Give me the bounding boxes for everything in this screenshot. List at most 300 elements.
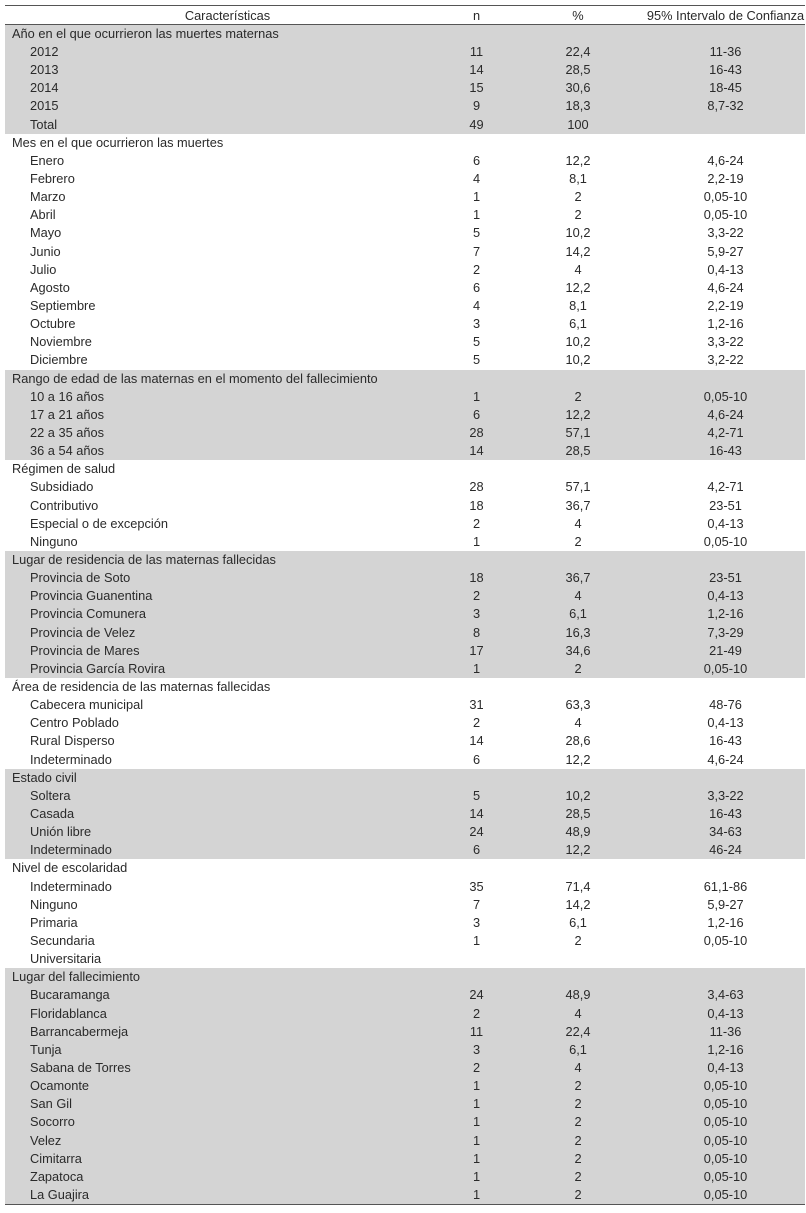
row-label: 2013 — [5, 61, 450, 79]
row-n: 7 — [450, 243, 516, 261]
row-label: Rural Disperso — [5, 732, 450, 750]
row-label: Casada — [5, 805, 450, 823]
section-title: Año en el que ocurrieron las muertes maternas — [5, 25, 805, 44]
row-n: 2 — [450, 515, 516, 533]
row-n: 1 — [450, 1113, 516, 1131]
table-row — [5, 406, 805, 424]
row-label: Marzo — [5, 188, 450, 206]
row-ci: 0,05-10 — [626, 1150, 805, 1168]
row-ci: 0,05-10 — [626, 533, 805, 551]
section-title: Rango de edad de las maternas en el momento del fallecimiento — [5, 370, 805, 388]
row-label: Julio — [5, 261, 450, 279]
row-pct: 10,2 — [516, 224, 626, 242]
section-title: Estado civil — [5, 769, 805, 787]
row-ci: 0,05-10 — [626, 188, 805, 206]
row-label: 2014 — [5, 79, 450, 97]
row-ci: 0,4-13 — [626, 587, 805, 605]
table-row — [5, 732, 805, 750]
row-label: Indeterminado — [5, 841, 450, 859]
row-label: Zapatoca — [5, 1168, 450, 1186]
row-label: Universitaria — [5, 950, 450, 968]
row-pct: 6,1 — [516, 914, 626, 932]
row-n: 9 — [450, 97, 516, 115]
table-row — [5, 315, 805, 333]
table-row — [5, 877, 805, 895]
table-section — [5, 134, 805, 370]
row-label: 22 a 35 años — [5, 424, 450, 442]
row-pct: 48,9 — [516, 986, 626, 1004]
row-pct: 57,1 — [516, 424, 626, 442]
row-label: Subsidiado — [5, 478, 450, 496]
row-pct: 71,4 — [516, 877, 626, 895]
row-label: Soltera — [5, 787, 450, 805]
row-label: Secundaria — [5, 932, 450, 950]
table-row — [5, 1113, 805, 1131]
header-characteristics: Características — [5, 6, 450, 25]
row-ci: 5,9-27 — [626, 896, 805, 914]
table-row — [5, 388, 805, 406]
table-row — [5, 116, 805, 134]
row-pct: 2 — [516, 1186, 626, 1205]
row-pct: 2 — [516, 206, 626, 224]
row-ci: 3,3-22 — [626, 224, 805, 242]
row-pct — [516, 950, 626, 968]
section-header-row — [5, 25, 805, 44]
row-pct: 10,2 — [516, 787, 626, 805]
row-pct: 16,3 — [516, 624, 626, 642]
row-ci: 0,05-10 — [626, 660, 805, 678]
row-label: Abril — [5, 206, 450, 224]
row-n: 14 — [450, 442, 516, 460]
row-ci: 7,3-29 — [626, 624, 805, 642]
row-pct: 4 — [516, 1059, 626, 1077]
row-n: 4 — [450, 170, 516, 188]
row-pct: 2 — [516, 660, 626, 678]
row-label: Febrero — [5, 170, 450, 188]
row-label: Ninguno — [5, 533, 450, 551]
row-label: Mayo — [5, 224, 450, 242]
row-pct: 18,3 — [516, 97, 626, 115]
table-row — [5, 79, 805, 97]
table-row — [5, 1077, 805, 1095]
row-ci: 1,2-16 — [626, 605, 805, 623]
row-ci: 16-43 — [626, 732, 805, 750]
row-pct: 12,2 — [516, 750, 626, 768]
row-pct: 4 — [516, 1004, 626, 1022]
row-pct: 2 — [516, 1131, 626, 1149]
row-label: 10 a 16 años — [5, 388, 450, 406]
row-n: 14 — [450, 732, 516, 750]
section-title: Lugar de residencia de las maternas fallecidas — [5, 551, 805, 569]
row-ci: 1,2-16 — [626, 1041, 805, 1059]
row-pct: 12,2 — [516, 152, 626, 170]
table-row — [5, 97, 805, 115]
section-header-row — [5, 968, 805, 986]
row-label: Junio — [5, 243, 450, 261]
row-label: Septiembre — [5, 297, 450, 315]
row-ci: 2,2-19 — [626, 297, 805, 315]
row-pct: 2 — [516, 1077, 626, 1095]
row-ci: 46-24 — [626, 841, 805, 859]
table-section — [5, 678, 805, 769]
row-ci: 0,05-10 — [626, 1168, 805, 1186]
table-row — [5, 297, 805, 315]
row-n: 2 — [450, 714, 516, 732]
row-pct: 2 — [516, 388, 626, 406]
table-row — [5, 605, 805, 623]
table-row — [5, 478, 805, 496]
table-row — [5, 1186, 805, 1205]
table-header — [5, 6, 805, 25]
row-pct: 8,1 — [516, 170, 626, 188]
header-n: n — [450, 6, 516, 25]
table-row — [5, 1023, 805, 1041]
row-ci — [626, 950, 805, 968]
row-ci: 48-76 — [626, 696, 805, 714]
table-row — [5, 696, 805, 714]
row-ci: 0,05-10 — [626, 1186, 805, 1205]
row-pct: 2 — [516, 1150, 626, 1168]
row-ci: 4,6-24 — [626, 152, 805, 170]
row-n: 2 — [450, 587, 516, 605]
row-n: 1 — [450, 1077, 516, 1095]
row-ci: 5,9-27 — [626, 243, 805, 261]
row-pct: 28,5 — [516, 442, 626, 460]
row-pct: 14,2 — [516, 243, 626, 261]
row-pct: 2 — [516, 1095, 626, 1113]
table-row — [5, 497, 805, 515]
table-row — [5, 188, 805, 206]
row-n: 1 — [450, 932, 516, 950]
row-pct: 4 — [516, 587, 626, 605]
row-label: Ninguno — [5, 896, 450, 914]
table-section — [5, 25, 805, 134]
table-row — [5, 533, 805, 551]
row-n: 24 — [450, 986, 516, 1004]
section-title: Lugar del fallecimiento — [5, 968, 805, 986]
row-ci: 3,3-22 — [626, 333, 805, 351]
row-n: 35 — [450, 877, 516, 895]
row-label: Ocamonte — [5, 1077, 450, 1095]
row-n: 1 — [450, 1150, 516, 1168]
row-pct: 36,7 — [516, 497, 626, 515]
row-label: Cimitarra — [5, 1150, 450, 1168]
row-n: 5 — [450, 787, 516, 805]
table-row — [5, 587, 805, 605]
table-row — [5, 986, 805, 1004]
row-pct: 4 — [516, 261, 626, 279]
table-row — [5, 206, 805, 224]
row-n: 2 — [450, 1059, 516, 1077]
row-pct: 28,6 — [516, 732, 626, 750]
row-label: Total — [5, 116, 450, 134]
section-header-row — [5, 678, 805, 696]
row-ci: 21-49 — [626, 642, 805, 660]
row-n: 5 — [450, 333, 516, 351]
row-pct: 6,1 — [516, 315, 626, 333]
row-label: Especial o de excepción — [5, 515, 450, 533]
row-pct: 2 — [516, 932, 626, 950]
row-pct: 34,6 — [516, 642, 626, 660]
row-ci: 3,2-22 — [626, 351, 805, 369]
row-ci: 23-51 — [626, 497, 805, 515]
row-ci: 4,6-24 — [626, 279, 805, 297]
table-row — [5, 243, 805, 261]
row-n: 49 — [450, 116, 516, 134]
section-header-row — [5, 460, 805, 478]
row-pct: 22,4 — [516, 43, 626, 61]
row-ci: 0,05-10 — [626, 1095, 805, 1113]
table-row — [5, 1004, 805, 1022]
table-row — [5, 914, 805, 932]
row-pct: 28,5 — [516, 805, 626, 823]
row-n: 17 — [450, 642, 516, 660]
header-row — [5, 6, 805, 25]
row-pct: 2 — [516, 1168, 626, 1186]
row-ci: 0,05-10 — [626, 932, 805, 950]
row-label: Socorro — [5, 1113, 450, 1131]
row-label: Agosto — [5, 279, 450, 297]
row-ci: 0,05-10 — [626, 206, 805, 224]
row-n: 4 — [450, 297, 516, 315]
table-row — [5, 1168, 805, 1186]
table-row — [5, 787, 805, 805]
row-label: Tunja — [5, 1041, 450, 1059]
section-header-row — [5, 769, 805, 787]
table-row — [5, 351, 805, 369]
row-n: 5 — [450, 351, 516, 369]
row-label: Provincia García Rovira — [5, 660, 450, 678]
row-label: Provincia de Soto — [5, 569, 450, 587]
row-n: 11 — [450, 1023, 516, 1041]
table-row — [5, 932, 805, 950]
header-pct: % — [516, 6, 626, 25]
table-row — [5, 170, 805, 188]
table-row — [5, 841, 805, 859]
row-pct: 12,2 — [516, 279, 626, 297]
table-row — [5, 1131, 805, 1149]
row-label: Octubre — [5, 315, 450, 333]
row-n: 11 — [450, 43, 516, 61]
section-title: Mes en el que ocurrieron las muertes — [5, 134, 805, 152]
row-pct: 10,2 — [516, 351, 626, 369]
row-ci: 0,4-13 — [626, 1059, 805, 1077]
row-pct: 30,6 — [516, 79, 626, 97]
row-pct: 57,1 — [516, 478, 626, 496]
row-n: 3 — [450, 315, 516, 333]
table-row — [5, 442, 805, 460]
row-pct: 4 — [516, 515, 626, 533]
row-ci: 0,05-10 — [626, 1077, 805, 1095]
row-n: 1 — [450, 188, 516, 206]
row-ci: 0,4-13 — [626, 714, 805, 732]
table-row — [5, 1059, 805, 1077]
section-header-row — [5, 370, 805, 388]
row-label: La Guajira — [5, 1186, 450, 1205]
row-ci: 4,6-24 — [626, 750, 805, 768]
table-row — [5, 224, 805, 242]
row-ci: 1,2-16 — [626, 315, 805, 333]
row-ci: 0,05-10 — [626, 1113, 805, 1131]
row-ci: 2,2-19 — [626, 170, 805, 188]
row-n: 2 — [450, 1004, 516, 1022]
row-pct: 2 — [516, 1113, 626, 1131]
row-pct: 48,9 — [516, 823, 626, 841]
row-label: Enero — [5, 152, 450, 170]
row-pct: 2 — [516, 188, 626, 206]
row-n: 24 — [450, 823, 516, 841]
row-ci: 16-43 — [626, 442, 805, 460]
row-ci: 3,4-63 — [626, 986, 805, 1004]
row-n: 6 — [450, 279, 516, 297]
table-row — [5, 569, 805, 587]
row-ci: 0,4-13 — [626, 261, 805, 279]
row-n: 1 — [450, 1095, 516, 1113]
row-n: 3 — [450, 914, 516, 932]
row-n: 14 — [450, 61, 516, 79]
table-section — [5, 968, 805, 1204]
table-row — [5, 805, 805, 823]
row-ci: 11-36 — [626, 43, 805, 61]
table-row — [5, 333, 805, 351]
table-row — [5, 1041, 805, 1059]
row-ci: 4,6-24 — [626, 406, 805, 424]
row-ci: 0,05-10 — [626, 388, 805, 406]
row-label: Indeterminado — [5, 750, 450, 768]
row-label: Bucaramanga — [5, 986, 450, 1004]
row-pct: 36,7 — [516, 569, 626, 587]
row-n: 1 — [450, 1168, 516, 1186]
row-pct: 6,1 — [516, 1041, 626, 1059]
row-ci: 23-51 — [626, 569, 805, 587]
row-label: Barrancabermeja — [5, 1023, 450, 1041]
row-label: Unión libre — [5, 823, 450, 841]
row-n: 28 — [450, 424, 516, 442]
row-pct: 2 — [516, 533, 626, 551]
row-n: 14 — [450, 805, 516, 823]
table-row — [5, 515, 805, 533]
row-n: 18 — [450, 569, 516, 587]
row-label: 17 a 21 años — [5, 406, 450, 424]
table-row — [5, 950, 805, 968]
table-section — [5, 551, 805, 678]
row-label: Velez — [5, 1131, 450, 1149]
table-row — [5, 624, 805, 642]
row-n: 8 — [450, 624, 516, 642]
section-title: Nivel de escolaridad — [5, 859, 805, 877]
table-section — [5, 370, 805, 461]
table-row — [5, 43, 805, 61]
row-label: Provincia de Mares — [5, 642, 450, 660]
row-pct: 4 — [516, 714, 626, 732]
row-ci: 16-43 — [626, 61, 805, 79]
section-header-row — [5, 859, 805, 877]
table-row — [5, 823, 805, 841]
row-label: Provincia Comunera — [5, 605, 450, 623]
row-label: Provincia de Velez — [5, 624, 450, 642]
row-label: 2012 — [5, 43, 450, 61]
row-pct: 6,1 — [516, 605, 626, 623]
row-n: 1 — [450, 206, 516, 224]
row-label: Sabana de Torres — [5, 1059, 450, 1077]
table-section — [5, 769, 805, 860]
row-ci: 18-45 — [626, 79, 805, 97]
section-title: Régimen de salud — [5, 460, 805, 478]
row-ci: 3,3-22 — [626, 787, 805, 805]
row-ci: 11-36 — [626, 1023, 805, 1041]
row-label: San Gil — [5, 1095, 450, 1113]
row-ci: 61,1-86 — [626, 877, 805, 895]
row-ci: 8,7-32 — [626, 97, 805, 115]
table-row — [5, 279, 805, 297]
row-pct: 22,4 — [516, 1023, 626, 1041]
row-ci — [626, 116, 805, 134]
row-pct: 63,3 — [516, 696, 626, 714]
row-pct: 12,2 — [516, 406, 626, 424]
row-label: Primaria — [5, 914, 450, 932]
row-pct: 100 — [516, 116, 626, 134]
row-ci: 1,2-16 — [626, 914, 805, 932]
row-n: 3 — [450, 605, 516, 623]
row-label: Cabecera municipal — [5, 696, 450, 714]
header-ci: 95% Intervalo de Confianza — [626, 6, 805, 25]
section-header-row — [5, 134, 805, 152]
row-label: 36 a 54 años — [5, 442, 450, 460]
row-n: 6 — [450, 406, 516, 424]
row-label: 2015 — [5, 97, 450, 115]
row-n: 1 — [450, 533, 516, 551]
table-section — [5, 859, 805, 968]
row-n: 31 — [450, 696, 516, 714]
table-row — [5, 1095, 805, 1113]
row-n: 3 — [450, 1041, 516, 1059]
table-row — [5, 896, 805, 914]
row-ci: 0,05-10 — [626, 1131, 805, 1149]
row-pct: 12,2 — [516, 841, 626, 859]
table-row — [5, 61, 805, 79]
row-ci: 4,2-71 — [626, 478, 805, 496]
row-n: 15 — [450, 79, 516, 97]
maternal-deaths-table — [5, 5, 805, 1205]
row-n: 7 — [450, 896, 516, 914]
row-pct: 8,1 — [516, 297, 626, 315]
table-row — [5, 642, 805, 660]
section-title: Área de residencia de las maternas fallecidas — [5, 678, 805, 696]
row-n: 5 — [450, 224, 516, 242]
table-row — [5, 261, 805, 279]
row-ci: 34-63 — [626, 823, 805, 841]
row-n: 1 — [450, 1131, 516, 1149]
row-label: Diciembre — [5, 351, 450, 369]
row-ci: 16-43 — [626, 805, 805, 823]
row-n: 6 — [450, 750, 516, 768]
row-n: 1 — [450, 1186, 516, 1205]
row-label: Indeterminado — [5, 877, 450, 895]
row-n: 18 — [450, 497, 516, 515]
row-n: 6 — [450, 152, 516, 170]
row-ci: 0,4-13 — [626, 515, 805, 533]
row-n: 1 — [450, 388, 516, 406]
row-label: Centro Poblado — [5, 714, 450, 732]
row-label: Noviembre — [5, 333, 450, 351]
row-pct: 10,2 — [516, 333, 626, 351]
row-n: 28 — [450, 478, 516, 496]
row-label: Provincia Guanentina — [5, 587, 450, 605]
table-row — [5, 660, 805, 678]
table-row — [5, 1150, 805, 1168]
row-n: 2 — [450, 261, 516, 279]
table-row — [5, 424, 805, 442]
